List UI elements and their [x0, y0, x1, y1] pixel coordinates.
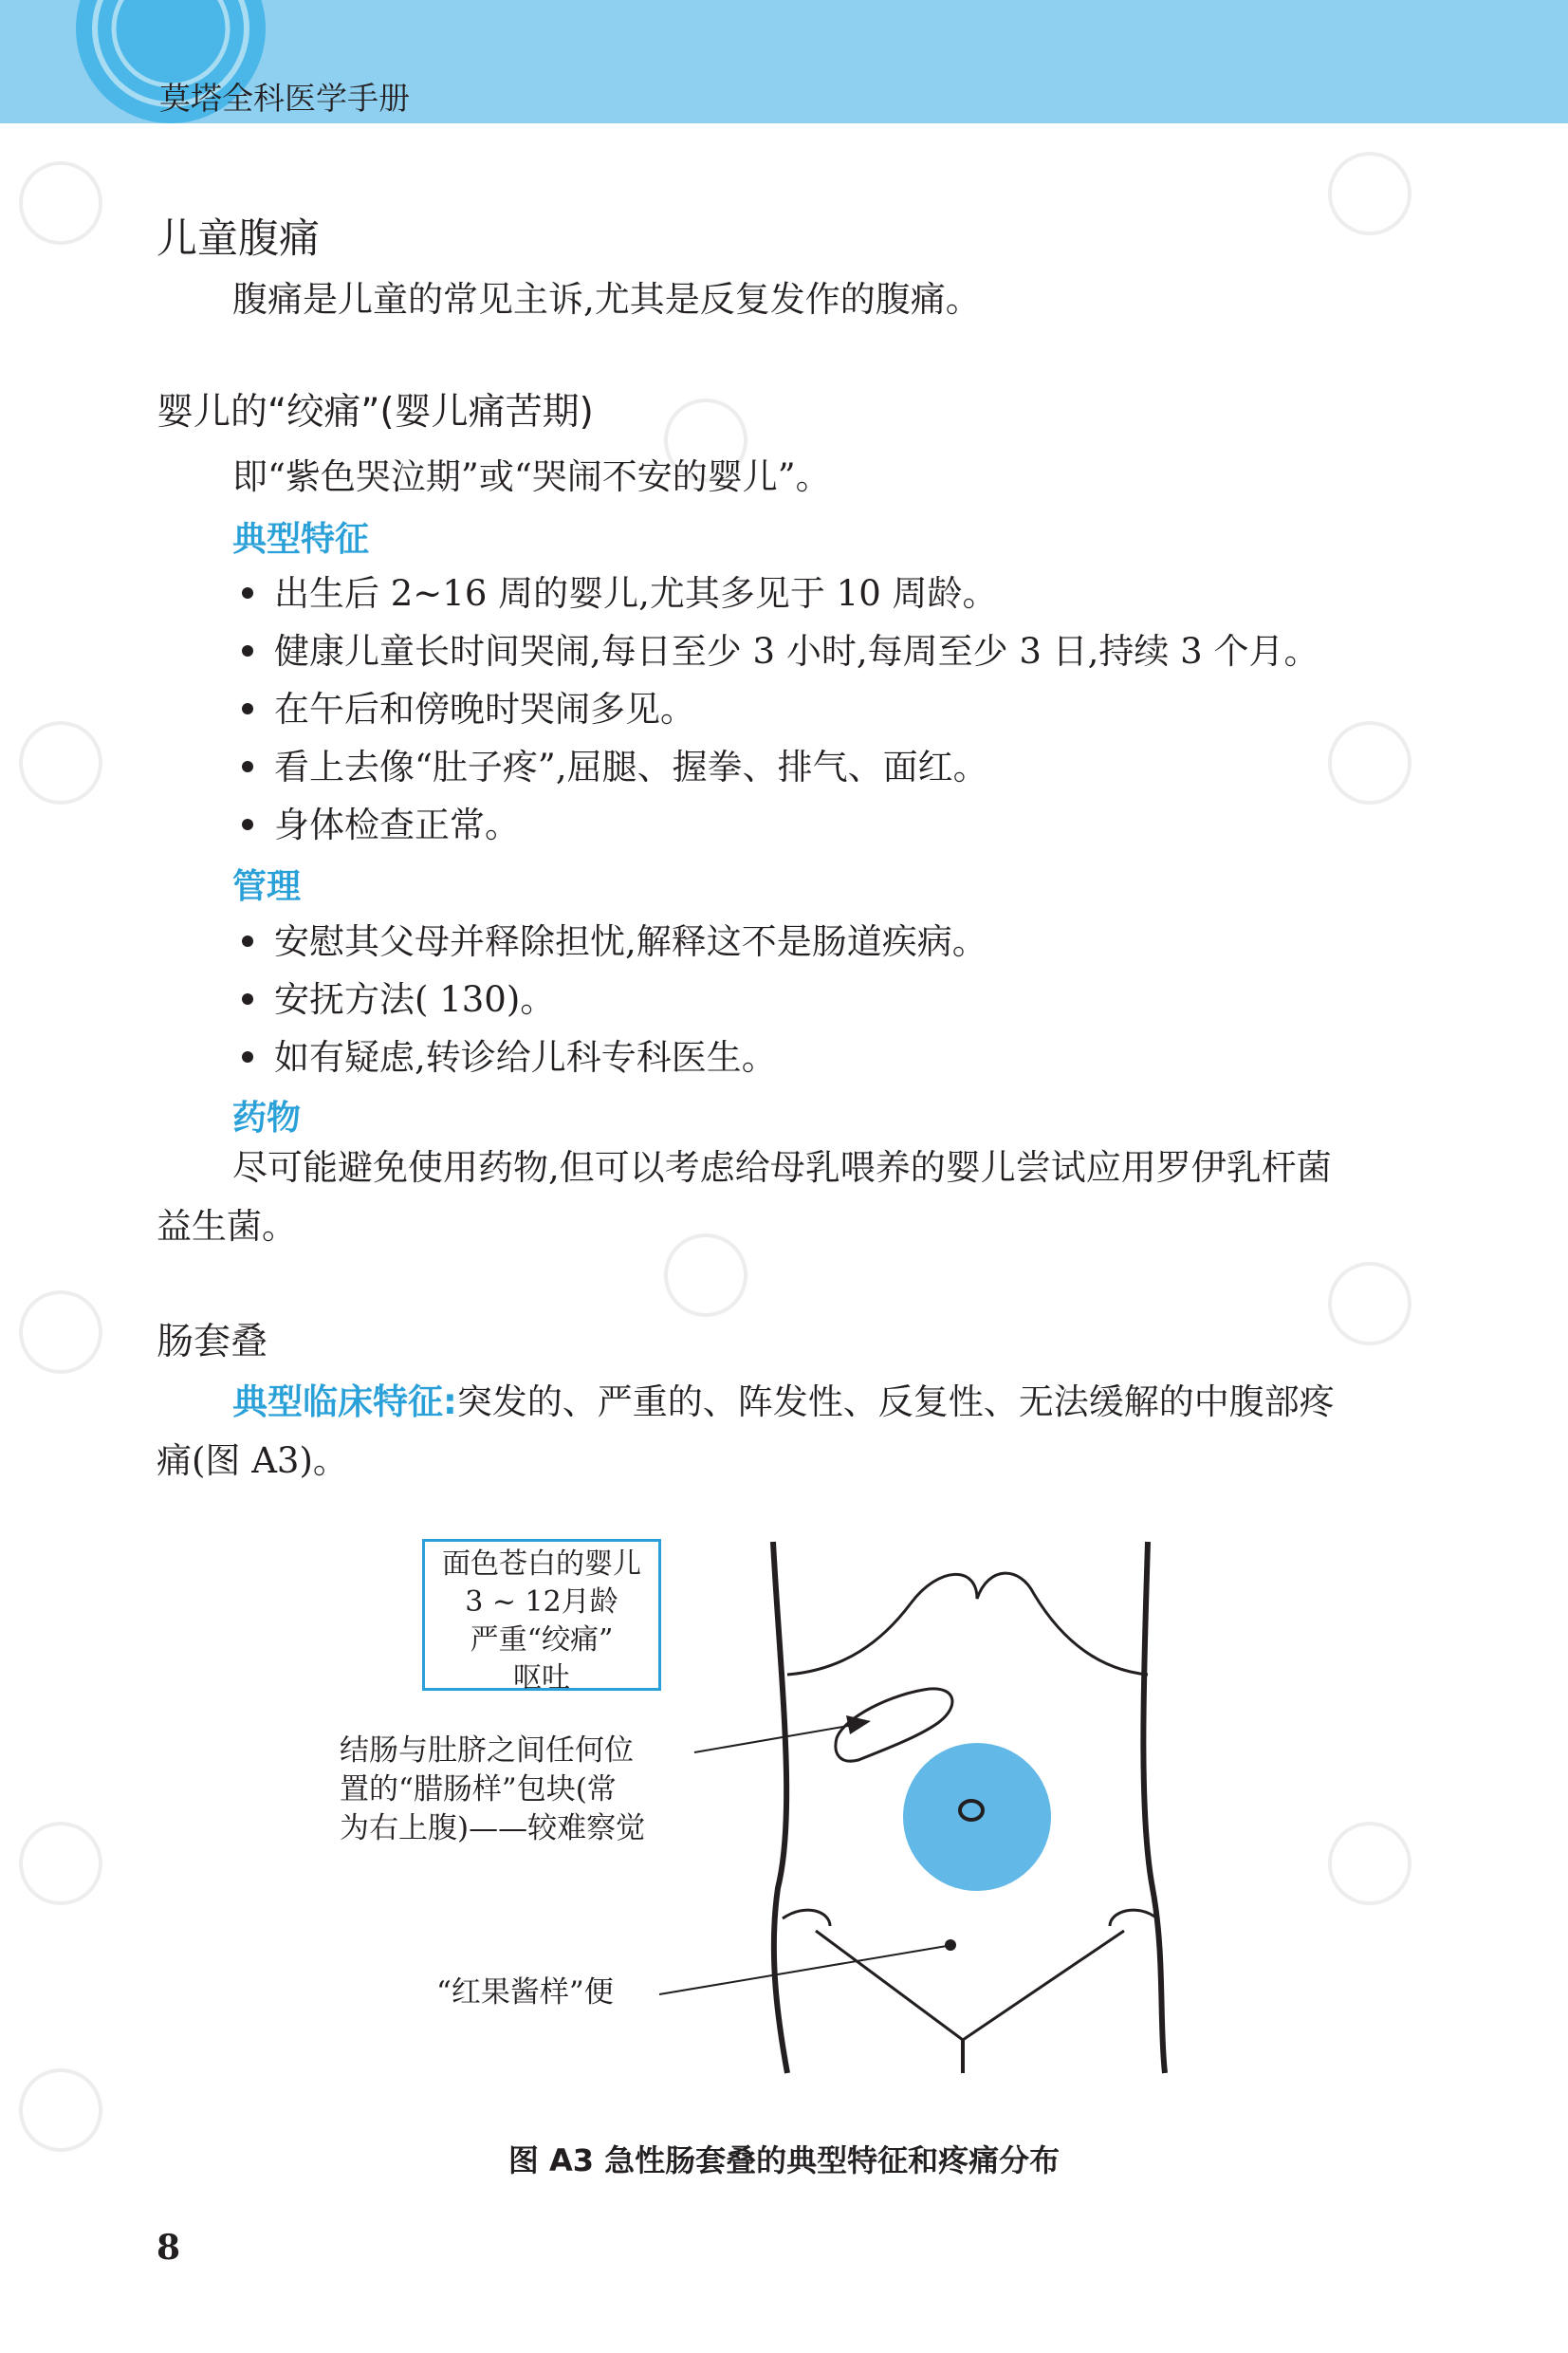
list-item: 如有疑虑,转诊给儿科专科医生。	[242, 1028, 777, 1080]
management-heading: 管理	[232, 867, 302, 906]
mass-label: 结肠与肚脐之间任何位 置的“腊肠样”包块(常 为右上腹)——较难察觉	[340, 1733, 646, 1845]
bullet-icon	[242, 703, 253, 714]
bullet-icon	[242, 587, 253, 599]
watermark-logo-icon	[1328, 1262, 1411, 1345]
watermark-logo-icon	[1328, 1822, 1411, 1905]
bullet-icon	[242, 1051, 253, 1063]
colic-heading: 婴儿的“绞痛”(婴儿痛苦期)	[157, 391, 594, 434]
stool-label: “红果酱样”便	[436, 1975, 614, 2010]
colic-alias: 即“紫色哭泣期”或“哭闹不安的婴儿”。	[232, 456, 831, 497]
stool-point-icon	[945, 1939, 956, 1951]
watermark-logo-icon	[1328, 152, 1411, 235]
bullet-icon	[242, 761, 253, 772]
drugs-heading: 药物	[232, 1099, 302, 1138]
list-item: 健康儿童长时间哭闹,每日至少 3 小时,每周至少 3 日,持续 3 个月。	[242, 622, 1319, 674]
bullet-icon	[242, 936, 253, 947]
bullet-icon	[242, 645, 253, 657]
watermark-logo-icon	[19, 1822, 102, 1905]
figure-a3	[313, 1528, 1243, 2097]
bullet-icon	[242, 993, 253, 1005]
watermark-logo-icon	[1328, 721, 1411, 805]
page-number: 8	[157, 2228, 181, 2268]
list-item: 安慰其父母并释除担忧,解释这不是肠道疾病。	[242, 913, 987, 964]
watermark-logo-icon	[19, 721, 102, 805]
drugs-paragraph: 尽可能避免使用药物,但可以考虑给母乳喂养的婴儿尝试应用罗伊乳杆菌益生菌。	[157, 1147, 1332, 1247]
list-item: 看上去像“肚子疼”,屈腿、握拳、排气、面红。	[242, 738, 988, 789]
list-item: 身体检查正常。	[242, 796, 520, 847]
section-title: 儿童腹痛	[157, 215, 320, 263]
watermark-logo-icon	[19, 161, 102, 245]
features-heading: 典型特征	[232, 520, 370, 559]
book-title: 莫塔全科医学手册	[159, 80, 410, 117]
list-item: 在午后和傍晚时哭闹多见。	[242, 680, 695, 732]
list-item: 出生后 2~16 周的婴儿,尤其多见于 10 周龄。	[242, 565, 998, 616]
clinical-features-label: 典型临床特征:	[232, 1381, 457, 1422]
symptom-box: 面色苍白的婴儿 3 ~ 12月龄 严重“绞痛” 呕吐	[422, 1539, 661, 1691]
intussusception-paragraph	[157, 1373, 1361, 1491]
list-item: 安抚方法( 130)。	[242, 971, 555, 1022]
running-header	[0, 0, 1568, 123]
figure-caption: 图 A3 急性肠套叠的典型特征和疼痛分布	[507, 2142, 1061, 2178]
bullet-icon	[242, 819, 253, 830]
watermark-logo-icon	[19, 1290, 102, 1374]
intro-paragraph: 腹痛是儿童的常见主诉,尤其是反复发作的腹痛。	[232, 279, 981, 320]
intussusception-heading: 肠套叠	[157, 1321, 268, 1363]
clinical-features-text: 突发的、严重的、阵发性、反复性、无法缓解的中腹部疼痛(图 A3)。	[157, 1381, 1335, 1481]
